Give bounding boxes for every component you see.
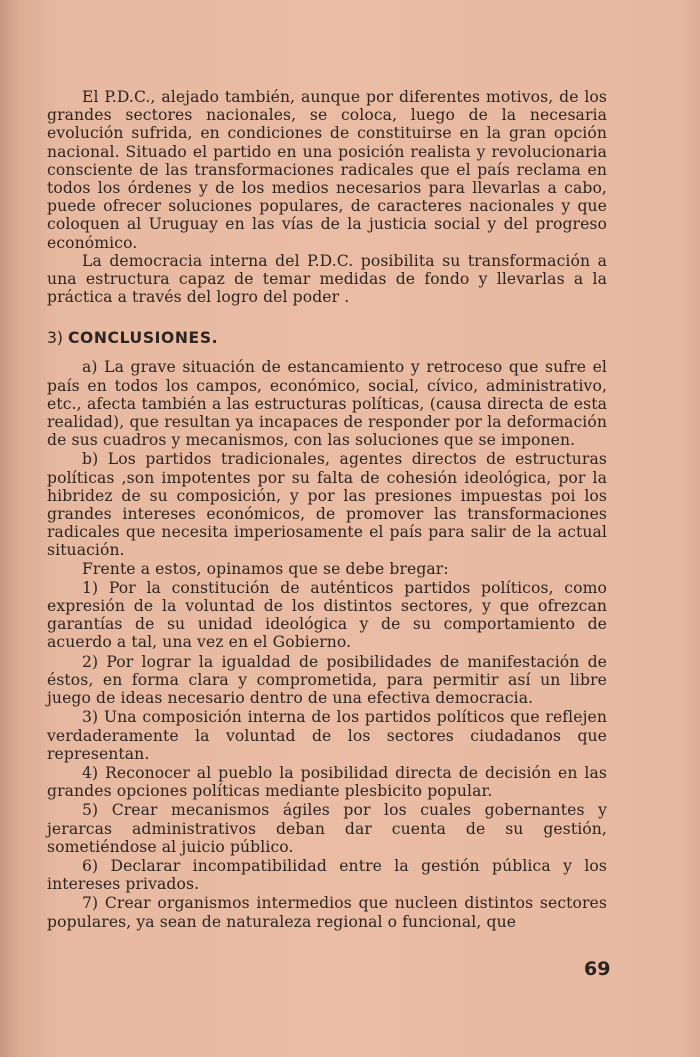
paragraph-frente: Frente a estos, opinamos que se debe bregar: xyxy=(82,559,449,578)
paragraph-pdc-opcion: El P.D.C., alejado también, aunque por diferentes motivos, de los grandes sectores nacionales, se coloca, luego de la necesaria evolución sufrida, en condiciones de constituirse en la gran opción nacional. Situado el partido en una posición realista y revolucionaria consciente de las transformaciones radicales que el país reclama en todos los órdenes y de los medios necesarios para llevarlas a cabo, puede ofrecer soluciones populares, de caracteres nacionales y que coloquen al Uruguay en las vías de la justicia social y del progreso económico. xyxy=(47,88,607,252)
section-heading xyxy=(47,329,607,347)
list-item-4: 4) Reconocer al pueblo la posibilidad directa de decisión en las grandes opciones políticas mediante plesbicito popular. xyxy=(47,763,607,801)
page-body xyxy=(47,88,607,931)
list-item-6: 6) Declarar incompatibilidad entre la gestión pública y los intereses privados. xyxy=(47,856,607,894)
list-item-5: 5) Crear mecanismos ágiles por los cuales gobernantes y jerarcas administrativos deban dar cuenta de su gestión, sometiéndose al juicio público. xyxy=(47,801,607,856)
list-item-7: 7) Crear organismos intermedios que nucleen distintos sectores populares, ya sean de naturaleza regional o funcional, que xyxy=(47,894,607,931)
list-item-2: 2) Por lograr la igualdad de posibilidades de manifestación de éstos, en forma clara y comprometida, para permitir así un libre juego de ideas necesario dentro de una efectiva democracia. xyxy=(47,652,607,708)
list-item-3: 3) Una composición interna de los partidos políticos que reflejen verdaderamente la voluntad de los sectores ciudadanos que representan. xyxy=(47,708,607,763)
section-title: CONCLUSIONES. xyxy=(67,329,219,348)
list-item-1: 1) Por la constitución de auténticos partidos políticos, como expresión de la voluntad de los distintos sectores, y que ofrezcan garantías de su unidad ideológica y de su comportamiento de acuerdo a tal, una vez en el Gobierno. xyxy=(47,578,607,652)
paragraph-conclusion-b: b) Los partidos tradicionales, agentes directos de estructuras políticas ,son impotentes por su falta de cohesión ideológica, por la hibridez de su composición, y por las presiones impuestas poi los grandes intereses económicos, de promover las transformaciones radicales que necesita imperiosamente el país para salir de la actual situación. xyxy=(47,450,607,560)
paragraph-pdc-democracia: La democracia interna del P.D.C. posibilita su transformación a una estructura capaz de temar medidas de fondo y llevarlas a la práctica a través del logro del poder . xyxy=(47,251,607,307)
section-number: 3) xyxy=(47,329,64,348)
paragraph-conclusion-a: a) La grave situación de estancamiento y retroceso que sufre el país en todos los campos, económico, social, cívico, administrativo, etc., afecta también a las estructuras políticas, (causa directa de esta realidad), que resultan ya incapaces de responder por la deformación de sus cuadros y mecanismos, con las soluciones que se imponen. xyxy=(47,358,607,450)
page-number: 69 xyxy=(584,958,611,980)
